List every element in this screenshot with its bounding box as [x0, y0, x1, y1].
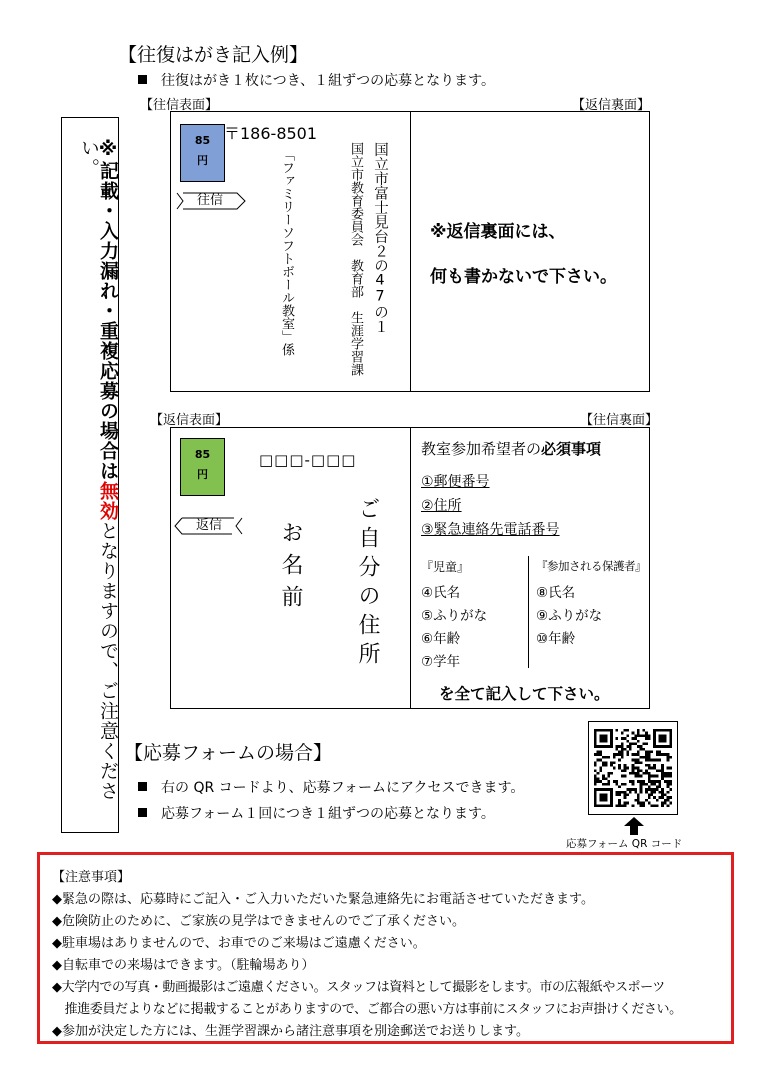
own-address-guide: ご自分の住所	[355, 497, 380, 671]
form-bullet-text: 応募フォーム１回につき１組ずつの応募となります。	[161, 806, 495, 822]
notice-line: ◆緊急の際は、応募時にご記入・ご入力いただいた緊急連絡先にお電話させていただきます。	[52, 892, 594, 907]
guardian-header: 『参加される保護者』	[536, 559, 646, 573]
stamp-unit: 円	[197, 468, 208, 481]
form-bullet-text: 右の QR コードより、応募フォームにアクセスできます。	[161, 780, 525, 796]
outgoing-tag	[175, 192, 247, 210]
own-name-guide: お名前	[278, 521, 303, 617]
side-notice-text	[79, 138, 117, 828]
stamp-value: 85	[194, 134, 211, 147]
section-title-form: 【応募フォームの場合】	[124, 742, 333, 764]
qr-code-icon[interactable]	[594, 729, 672, 807]
notice-box	[37, 852, 734, 1044]
child-item: ⑦学年	[421, 654, 461, 670]
notice-line: ◆自転車での来場はできます。（駐輪場あり）	[52, 958, 315, 973]
postal-code: 〒186-8501	[224, 124, 318, 143]
required-item: ③緊急連絡先電話番号	[421, 522, 560, 538]
card2-label-left: 【返信表面】	[150, 413, 229, 428]
required-panel-title-bold: 必須事項	[541, 440, 602, 458]
stamp-value: 85	[194, 448, 211, 461]
section-title-postcard: 【往復はがき記入例】	[118, 44, 309, 66]
required-panel-title	[421, 438, 601, 459]
card1-label-left: 【往信表面】	[140, 98, 219, 113]
child-item: ⑤ふりがな	[421, 608, 488, 624]
guardian-item: ⑩年齢	[536, 631, 576, 647]
side-notice-part3: となりますので、ご注意ください。	[78, 138, 119, 801]
side-notice-part1: ※記載・入力漏れ・重複応募の場合は	[97, 138, 119, 481]
side-notice-box	[61, 117, 119, 833]
guardian-item: ⑧氏名	[536, 585, 576, 601]
child-item: ⑥年齢	[421, 631, 461, 647]
guardian-item: ⑨ふりがな	[536, 608, 603, 624]
bullet-square-icon	[138, 782, 147, 791]
card2-label-right: 【往信裏面】	[580, 413, 659, 428]
notice-line: ◆大学内での写真・動画撮影はご遠慮ください。スタッフは資料として撮影をします。市の広報紙やスポーツ	[52, 980, 665, 995]
reply-back-note2: 何も書かないで下さい。	[430, 267, 617, 287]
form-bullet	[138, 777, 524, 797]
stamp-unit: 円	[197, 154, 208, 167]
notice-line: ◆参加が決定した方には、生涯学習課から諸注意事項を別途郵送でお送りします。	[52, 1024, 529, 1039]
required-item: ①郵便番号	[421, 474, 490, 490]
required-item: ②住所	[421, 498, 462, 514]
bullet-square-icon	[138, 808, 147, 817]
form-bullet	[138, 803, 495, 823]
child-header: 『児童』	[421, 560, 470, 574]
postcard-bullet	[138, 70, 495, 90]
reply-tag	[174, 517, 244, 535]
postcard-bullet-text: 往復はがき１枚につき、１組ずつの応募となります。	[161, 73, 496, 89]
recipient: 「ファミリーソフトボール教室」係	[279, 148, 294, 356]
required-panel-title-prefix: 教室参加希望者の	[421, 440, 542, 458]
notice-title: 【注意事項】	[52, 870, 131, 885]
child-item: ④氏名	[421, 585, 461, 601]
required-panel-footer: を全て記入して下さい。	[439, 685, 610, 703]
notice-line: ◆駐車場はありませんので、お車でのご来場はご遠慮ください。	[52, 936, 426, 951]
bullet-square-icon	[138, 75, 147, 84]
qr-caption: 応募フォーム QR コード	[566, 838, 683, 850]
side-notice-invalid: 無効	[97, 481, 119, 521]
outgoing-postcard	[170, 111, 650, 392]
qr-code-frame	[588, 721, 678, 815]
card1-divider	[410, 112, 411, 391]
stamp-green	[180, 438, 225, 496]
reply-postcard	[170, 427, 650, 709]
notice-line: ◆危険防止のために、ご家族の見学はできませんのでご了承ください。	[52, 914, 465, 929]
postal-placeholder: □□□-□□□	[259, 451, 357, 469]
card2-divider	[410, 428, 411, 708]
address-line2: 国立市教育委員会 教育部 生涯学習課	[348, 142, 363, 376]
stamp-blue	[180, 124, 225, 182]
column-separator	[528, 556, 529, 668]
card1-label-right: 【返信裏面】	[572, 98, 651, 113]
reply-back-note1: ※返信裏面には、	[430, 222, 566, 242]
notice-line: 推進委員だよりなどに掲載することがありますので、ご都合の悪い方は事前にスタッフにお声掛けください。	[52, 1002, 682, 1017]
reply-tag-label: 返信	[196, 518, 223, 533]
address-line1: 国立市富士見台２の47の１	[372, 142, 388, 334]
arrow-up-icon	[624, 817, 644, 835]
outgoing-tag-label: 往信	[197, 193, 224, 208]
